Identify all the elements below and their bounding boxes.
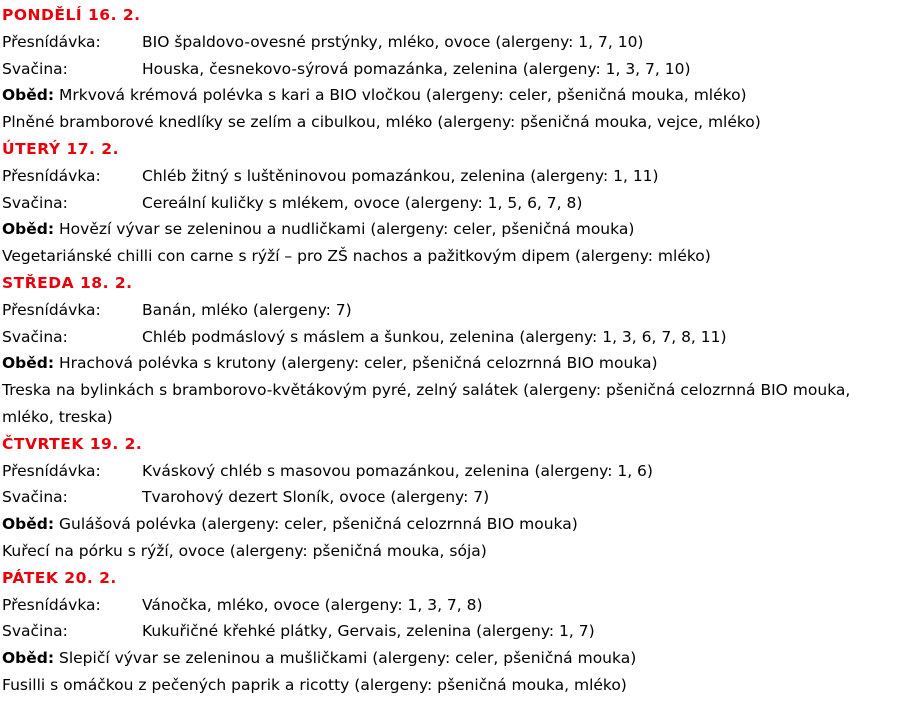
lunch-soup-row bbox=[2, 350, 920, 377]
lunch-main-row: Kuřecí na pórku s rýží, ovoce (alergeny: pšeničná mouka, sója) bbox=[2, 541, 487, 560]
lunch-main-row: Vegetariánské chilli con carne s rýží – pro ZŠ nachos a pažitkovým dipem (alergeny: mléko) bbox=[2, 247, 711, 266]
snack-row bbox=[2, 56, 920, 83]
breakfast-text: Kváskový chléb s masovou pomazánkou, zelenina (alergeny: 1, 6) bbox=[142, 461, 653, 480]
lunch-soup-text: Slepičí vývar se zeleninou a mušličkami (alergeny: celer, pšeničná mouka) bbox=[54, 649, 637, 668]
lunch-label: Oběd: bbox=[2, 354, 55, 373]
lunch-soup-row bbox=[2, 645, 920, 672]
breakfast-label: Přesnídávka: bbox=[2, 166, 101, 185]
breakfast-label: Přesnídávka: bbox=[2, 32, 101, 51]
snack-text: Kukuřičné křehké plátky, Gervais, zelenina (alergeny: 1, 7) bbox=[142, 622, 595, 641]
snack-row bbox=[2, 190, 920, 217]
breakfast-row bbox=[2, 29, 920, 56]
lunch-label: Oběd: bbox=[2, 515, 55, 534]
snack-label: Svačina: bbox=[2, 488, 68, 507]
lunch-soup-text: Hrachová polévka s krutony (alergeny: celer, pšeničná celozrnná BIO mouka) bbox=[54, 354, 658, 373]
lunch-soup-text: Gulášová polévka (alergeny: celer, pšeničná celozrnná BIO mouka) bbox=[54, 515, 578, 534]
breakfast-text: Vánočka, mléko, ovoce (alergeny: 1, 3, 7, 8) bbox=[142, 595, 483, 614]
breakfast-row bbox=[2, 163, 920, 190]
breakfast-label: Přesnídávka: bbox=[2, 595, 101, 614]
snack-row bbox=[2, 484, 920, 511]
snack-row bbox=[2, 324, 920, 351]
lunch-main-row: Fusilli s omáčkou z pečených paprik a ricotty (alergeny: pšeničná mouka, mléko) bbox=[2, 675, 627, 694]
lunch-label: Oběd: bbox=[2, 649, 55, 668]
snack-text: Chléb podmáslový s máslem a šunkou, zelenina (alergeny: 1, 3, 6, 7, 8, 11) bbox=[142, 327, 727, 346]
day-heading: STŘEDA 18. 2. bbox=[2, 273, 133, 292]
day-heading: PÁTEK 20. 2. bbox=[2, 568, 117, 587]
lunch-soup-text: Mrkvová krémová polévka s kari a BIO vločkou (alergeny: celer, pšeničná mouka, mléko) bbox=[54, 86, 747, 105]
breakfast-text: Banán, mléko (alergeny: 7) bbox=[142, 300, 352, 319]
lunch-label: Oběd: bbox=[2, 86, 55, 105]
lunch-soup-row bbox=[2, 511, 920, 538]
breakfast-row bbox=[2, 592, 920, 619]
snack-label: Svačina: bbox=[2, 327, 68, 346]
day-heading: ÚTERÝ 17. 2. bbox=[2, 139, 119, 158]
day-heading: PONDĚLÍ 16. 2. bbox=[2, 6, 141, 24]
lunch-label: Oběd: bbox=[2, 220, 55, 239]
snack-text: Tvarohový dezert Sloník, ovoce (alergeny: 7) bbox=[142, 488, 490, 507]
breakfast-row bbox=[2, 297, 920, 324]
snack-text: Houska, česnekovo-sýrová pomazánka, zelenina (alergeny: 1, 3, 7, 10) bbox=[142, 59, 691, 78]
breakfast-text: Chléb žitný s luštěninovou pomazánkou, zelenina (alergeny: 1, 11) bbox=[142, 166, 659, 185]
breakfast-label: Přesnídávka: bbox=[2, 300, 101, 319]
breakfast-row bbox=[2, 458, 920, 485]
day-heading: ČTVRTEK 19. 2. bbox=[2, 434, 143, 453]
snack-row bbox=[2, 618, 920, 645]
lunch-soup-row bbox=[2, 82, 920, 109]
breakfast-label: Přesnídávka: bbox=[2, 461, 101, 480]
lunch-main-row: Plněné bramborové knedlíky se zelím a cibulkou, mléko (alergeny: pšeničná mouka, vejce, mléko) bbox=[2, 113, 761, 132]
snack-label: Svačina: bbox=[2, 59, 68, 78]
snack-label: Svačina: bbox=[2, 193, 68, 212]
snack-text: Cereální kuličky s mlékem, ovoce (alergeny: 1, 5, 6, 7, 8) bbox=[142, 193, 583, 212]
breakfast-text: BIO špaldovo-ovesné prstýnky, mléko, ovoce (alergeny: 1, 7, 10) bbox=[142, 32, 644, 51]
lunch-soup-row bbox=[2, 216, 920, 243]
lunch-main-row: Treska na bylinkách s bramborovo-květákovým pyré, zelný salátek (alergeny: pšeničná celozrnná BIO mouka, mléko, treska) bbox=[2, 381, 851, 426]
snack-label: Svačina: bbox=[2, 622, 68, 641]
lunch-soup-text: Hovězí vývar se zeleninou a nudličkami (alergeny: celer, pšeničná mouka) bbox=[54, 220, 635, 239]
